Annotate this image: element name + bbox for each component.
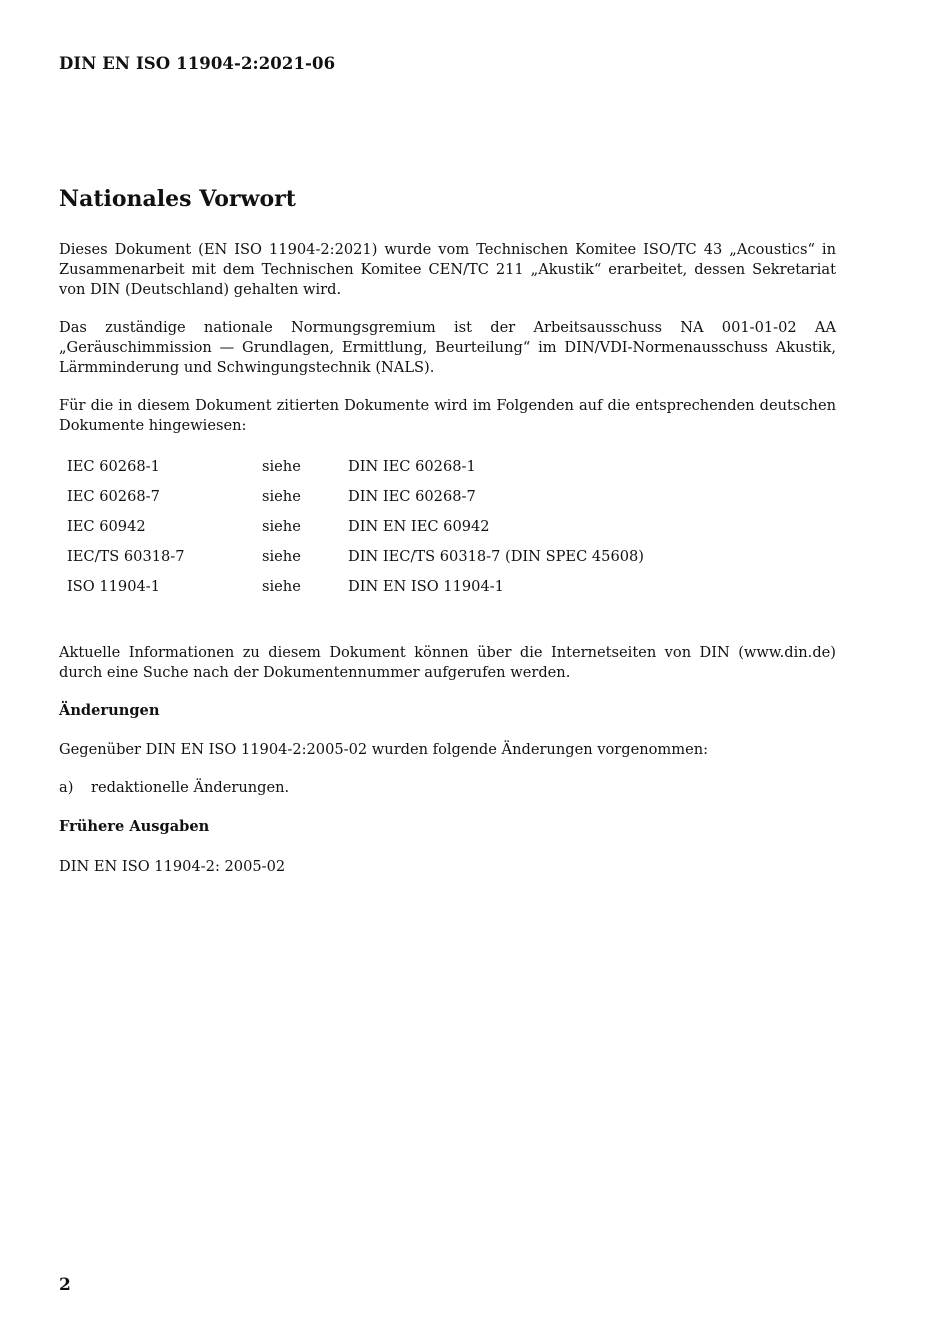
reference-target: DIN IEC 60268-7: [348, 488, 476, 505]
reference-target: DIN EN ISO 11904-1: [348, 578, 504, 595]
previous-editions-heading: Frühere Ausgaben: [59, 818, 210, 835]
reference-see: siehe: [262, 578, 301, 595]
paragraph-committee: Dieses Dokument (EN ISO 11904-2:2021) wurde vom Technischen Komitee ISO/TC 43 „Acoustics“ in Zusammenarbeit mit dem Technischen Komitee CEN/TC 211 „Akustik“ erarbeitet, dessen Sekretariat von DIN (Deutschland) gehalten wird.: [59, 241, 836, 298]
changes-heading: Änderungen: [59, 702, 160, 719]
list-marker: a): [59, 779, 74, 796]
reference-table: [67, 458, 644, 608]
table-row: [67, 488, 644, 518]
reference-target: DIN IEC/TS 60318-7 (DIN SPEC 45608): [348, 548, 644, 565]
reference-source: IEC 60268-1: [67, 458, 160, 475]
table-row: [67, 578, 644, 608]
reference-source: IEC 60942: [67, 518, 146, 535]
paragraph-references-intro: Für die in diesem Dokument zitierten Dokumente wird im Folgenden auf die entsprechenden deutschen Dokumente hingewiesen:: [59, 397, 836, 434]
table-row: [67, 518, 644, 548]
reference-see: siehe: [262, 488, 301, 505]
page-number: 2: [59, 1275, 71, 1295]
document-id-header: DIN EN ISO 11904-2:2021-06: [59, 54, 336, 73]
reference-source: IEC 60268-7: [67, 488, 160, 505]
page-title: Nationales Vorwort: [59, 186, 296, 212]
reference-target: DIN EN IEC 60942: [348, 518, 490, 535]
reference-target: DIN IEC 60268-1: [348, 458, 476, 475]
changes-intro: Gegenüber DIN EN ISO 11904-2:2005-02 wurden folgende Änderungen vorgenommen:: [59, 741, 709, 758]
table-row: [67, 458, 644, 488]
reference-see: siehe: [262, 548, 301, 565]
list-item: [59, 779, 289, 796]
table-row: [67, 548, 644, 578]
previous-editions-text: DIN EN ISO 11904-2: 2005-02: [59, 858, 286, 875]
reference-source: ISO 11904-1: [67, 578, 161, 595]
list-item-text: redaktionelle Änderungen.: [91, 779, 290, 796]
reference-source: IEC/TS 60318-7: [67, 548, 185, 565]
paragraph-national-body: Das zuständige nationale Normungsgremium ist der Arbeitsausschuss NA 001-01-02 AA „Geräuschimmission — Grundlagen, Ermittlung, Beurteilung“ im DIN/VDI-Normenausschuss Akustik, Lärmminderung und Schwingungstechnik (NALS).: [59, 319, 836, 376]
reference-see: siehe: [262, 518, 301, 535]
reference-see: siehe: [262, 458, 301, 475]
paragraph-din-info: Aktuelle Informationen zu diesem Dokument können über die Internetseiten von DIN (www.din.de) durch eine Suche nach der Dokumentennummer aufgerufen werden.: [59, 644, 836, 681]
